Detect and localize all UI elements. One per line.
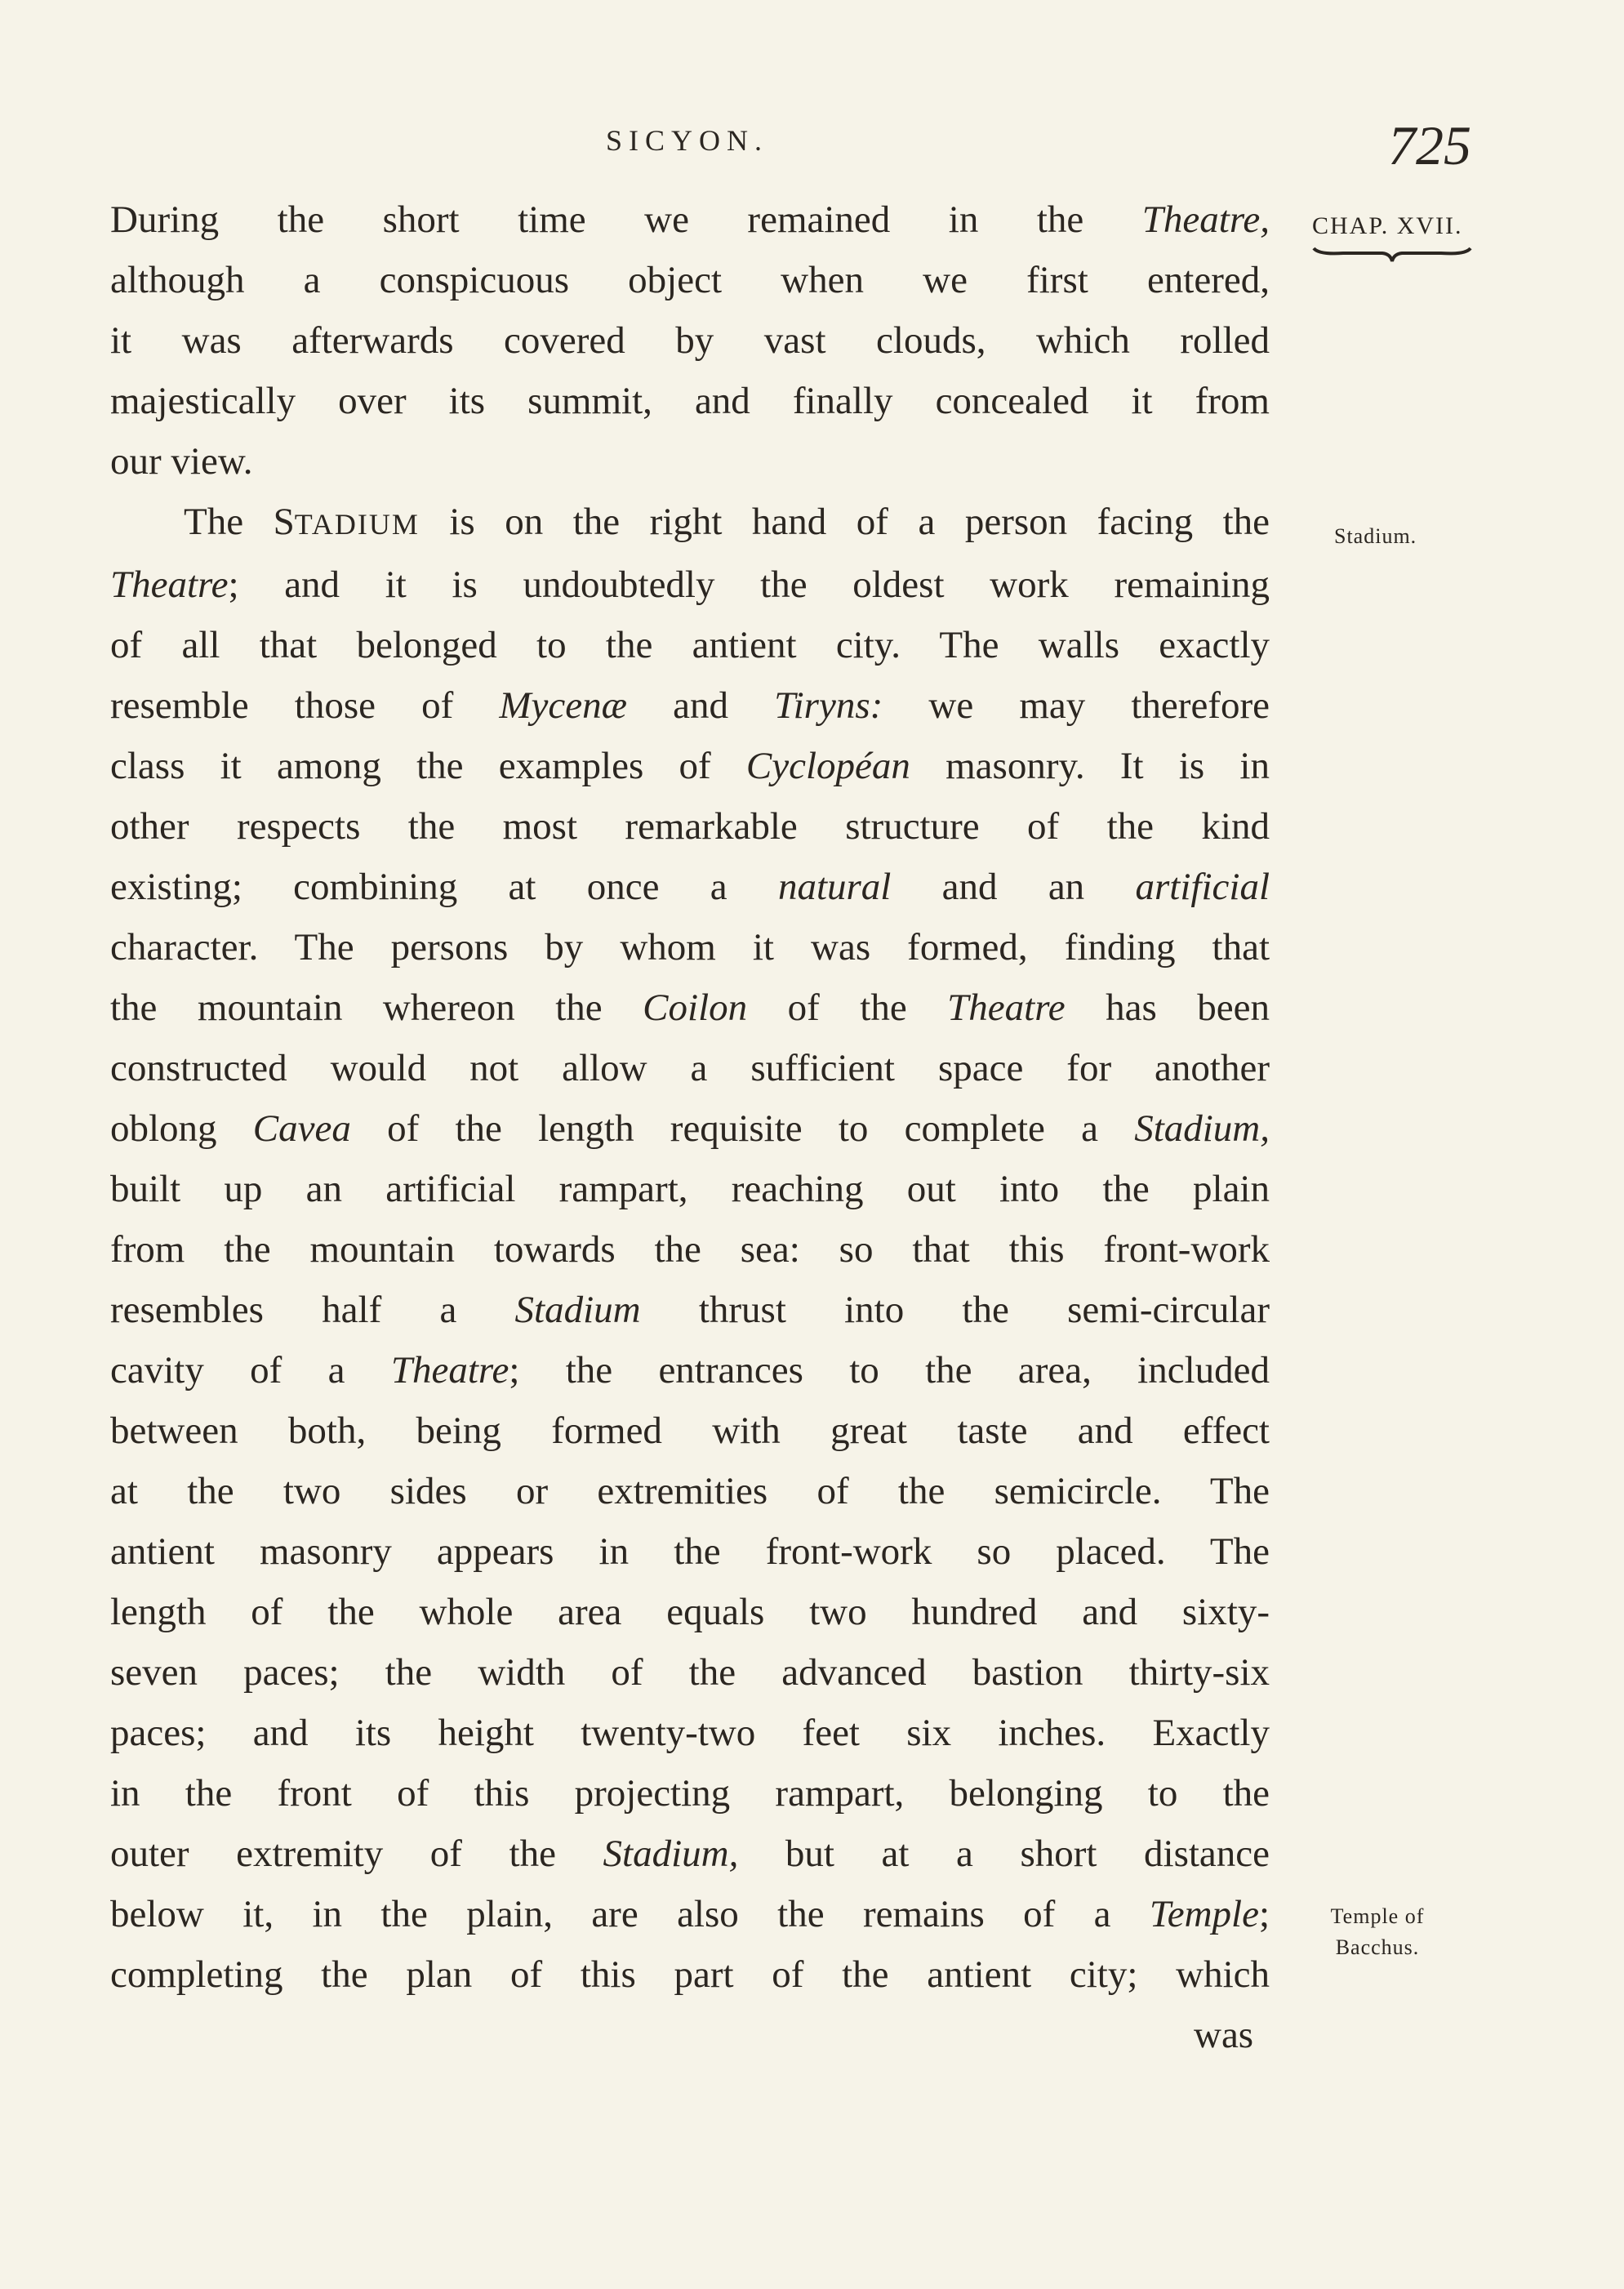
running-title: SICYON. (606, 124, 769, 157)
text-line: resembles half a Stadium thrust into the semi-circular (110, 1289, 1270, 1331)
text-line: During the short time we remained in the Theatre, (110, 198, 1270, 241)
text-line: in the front of this projecting rampart, belonging to the (110, 1772, 1270, 1815)
text-line: Theatre; and it is undoubtedly the oldest work remaining (110, 563, 1270, 606)
text-line: antient masonry appears in the front-work so placed. The (110, 1530, 1270, 1573)
paragraph-2 (110, 492, 1270, 2005)
text-line: paces; and its height twenty-two feet six inches. Exactly (110, 1712, 1270, 1754)
margin-note-temple (1316, 1901, 1439, 1963)
text-line: between both, being formed with great taste and effect (110, 1409, 1270, 1452)
text-line: other respects the most remarkable structure of the kind (110, 805, 1270, 848)
chapter-brace-ornament (1310, 243, 1474, 268)
margin-note-stadium: Stadium. (1334, 524, 1417, 548)
text-line: built up an artificial rampart, reaching out into the plain (110, 1168, 1270, 1210)
text-line: existing; combining at once a natural and an artificial (110, 866, 1270, 908)
text-line: constructed would not allow a sufficient space for another (110, 1047, 1270, 1089)
body-text (110, 189, 1270, 2005)
text-line: below it, in the plain, are also the remains of a Temple; (110, 1893, 1270, 1935)
text-line: seven paces; the width of the advanced bastion thirty-six (110, 1651, 1270, 1694)
text-line: class it among the examples of Cyclopéan masonry. It is in (110, 745, 1270, 787)
margin-note-chapter: CHAP. XVII. (1312, 212, 1463, 239)
text-line: of all that belonged to the antient city. The walls exactly (110, 624, 1270, 666)
text-line: oblong Cavea of the length requisite to complete a Stadium, (110, 1107, 1270, 1150)
text-line: resemble those of Mycenæ and Tiryns: we may therefore (110, 684, 1270, 727)
page-number: 725 (1388, 114, 1471, 176)
text-line: from the mountain towards the sea: so that this front-work (110, 1228, 1270, 1271)
margin-note-temple-line1: Temple of (1330, 1904, 1425, 1928)
paragraph-1 (110, 189, 1270, 492)
text-line: majestically over its summit, and finally concealed it from (110, 380, 1270, 422)
text-line: our view. (110, 440, 253, 483)
text-line: outer extremity of the Stadium, but at a short distance (110, 1833, 1270, 1875)
margin-note-temple-line2: Bacchus. (1335, 1935, 1420, 1959)
text-line: it was afterwards covered by vast clouds, which rolled (110, 319, 1270, 362)
running-head (0, 114, 1624, 180)
text-line: The STADIUM is on the right hand of a person facing the (184, 501, 1270, 543)
text-line: length of the whole area equals two hundred and sixty- (110, 1591, 1270, 1633)
text-line: although a conspicuous object when we first entered, (110, 259, 1270, 301)
text-line: at the two sides or extremities of the semicircle. The (110, 1470, 1270, 1512)
text-line: completing the plan of this part of the antient city; which (110, 1953, 1270, 1996)
catchword: was (1194, 2014, 1254, 2056)
text-line: the mountain whereon the Coilon of the Theatre has been (110, 986, 1270, 1029)
text-line: character. The persons by whom it was formed, finding that (110, 926, 1270, 969)
text-line: cavity of a Theatre; the entrances to the area, included (110, 1349, 1270, 1392)
